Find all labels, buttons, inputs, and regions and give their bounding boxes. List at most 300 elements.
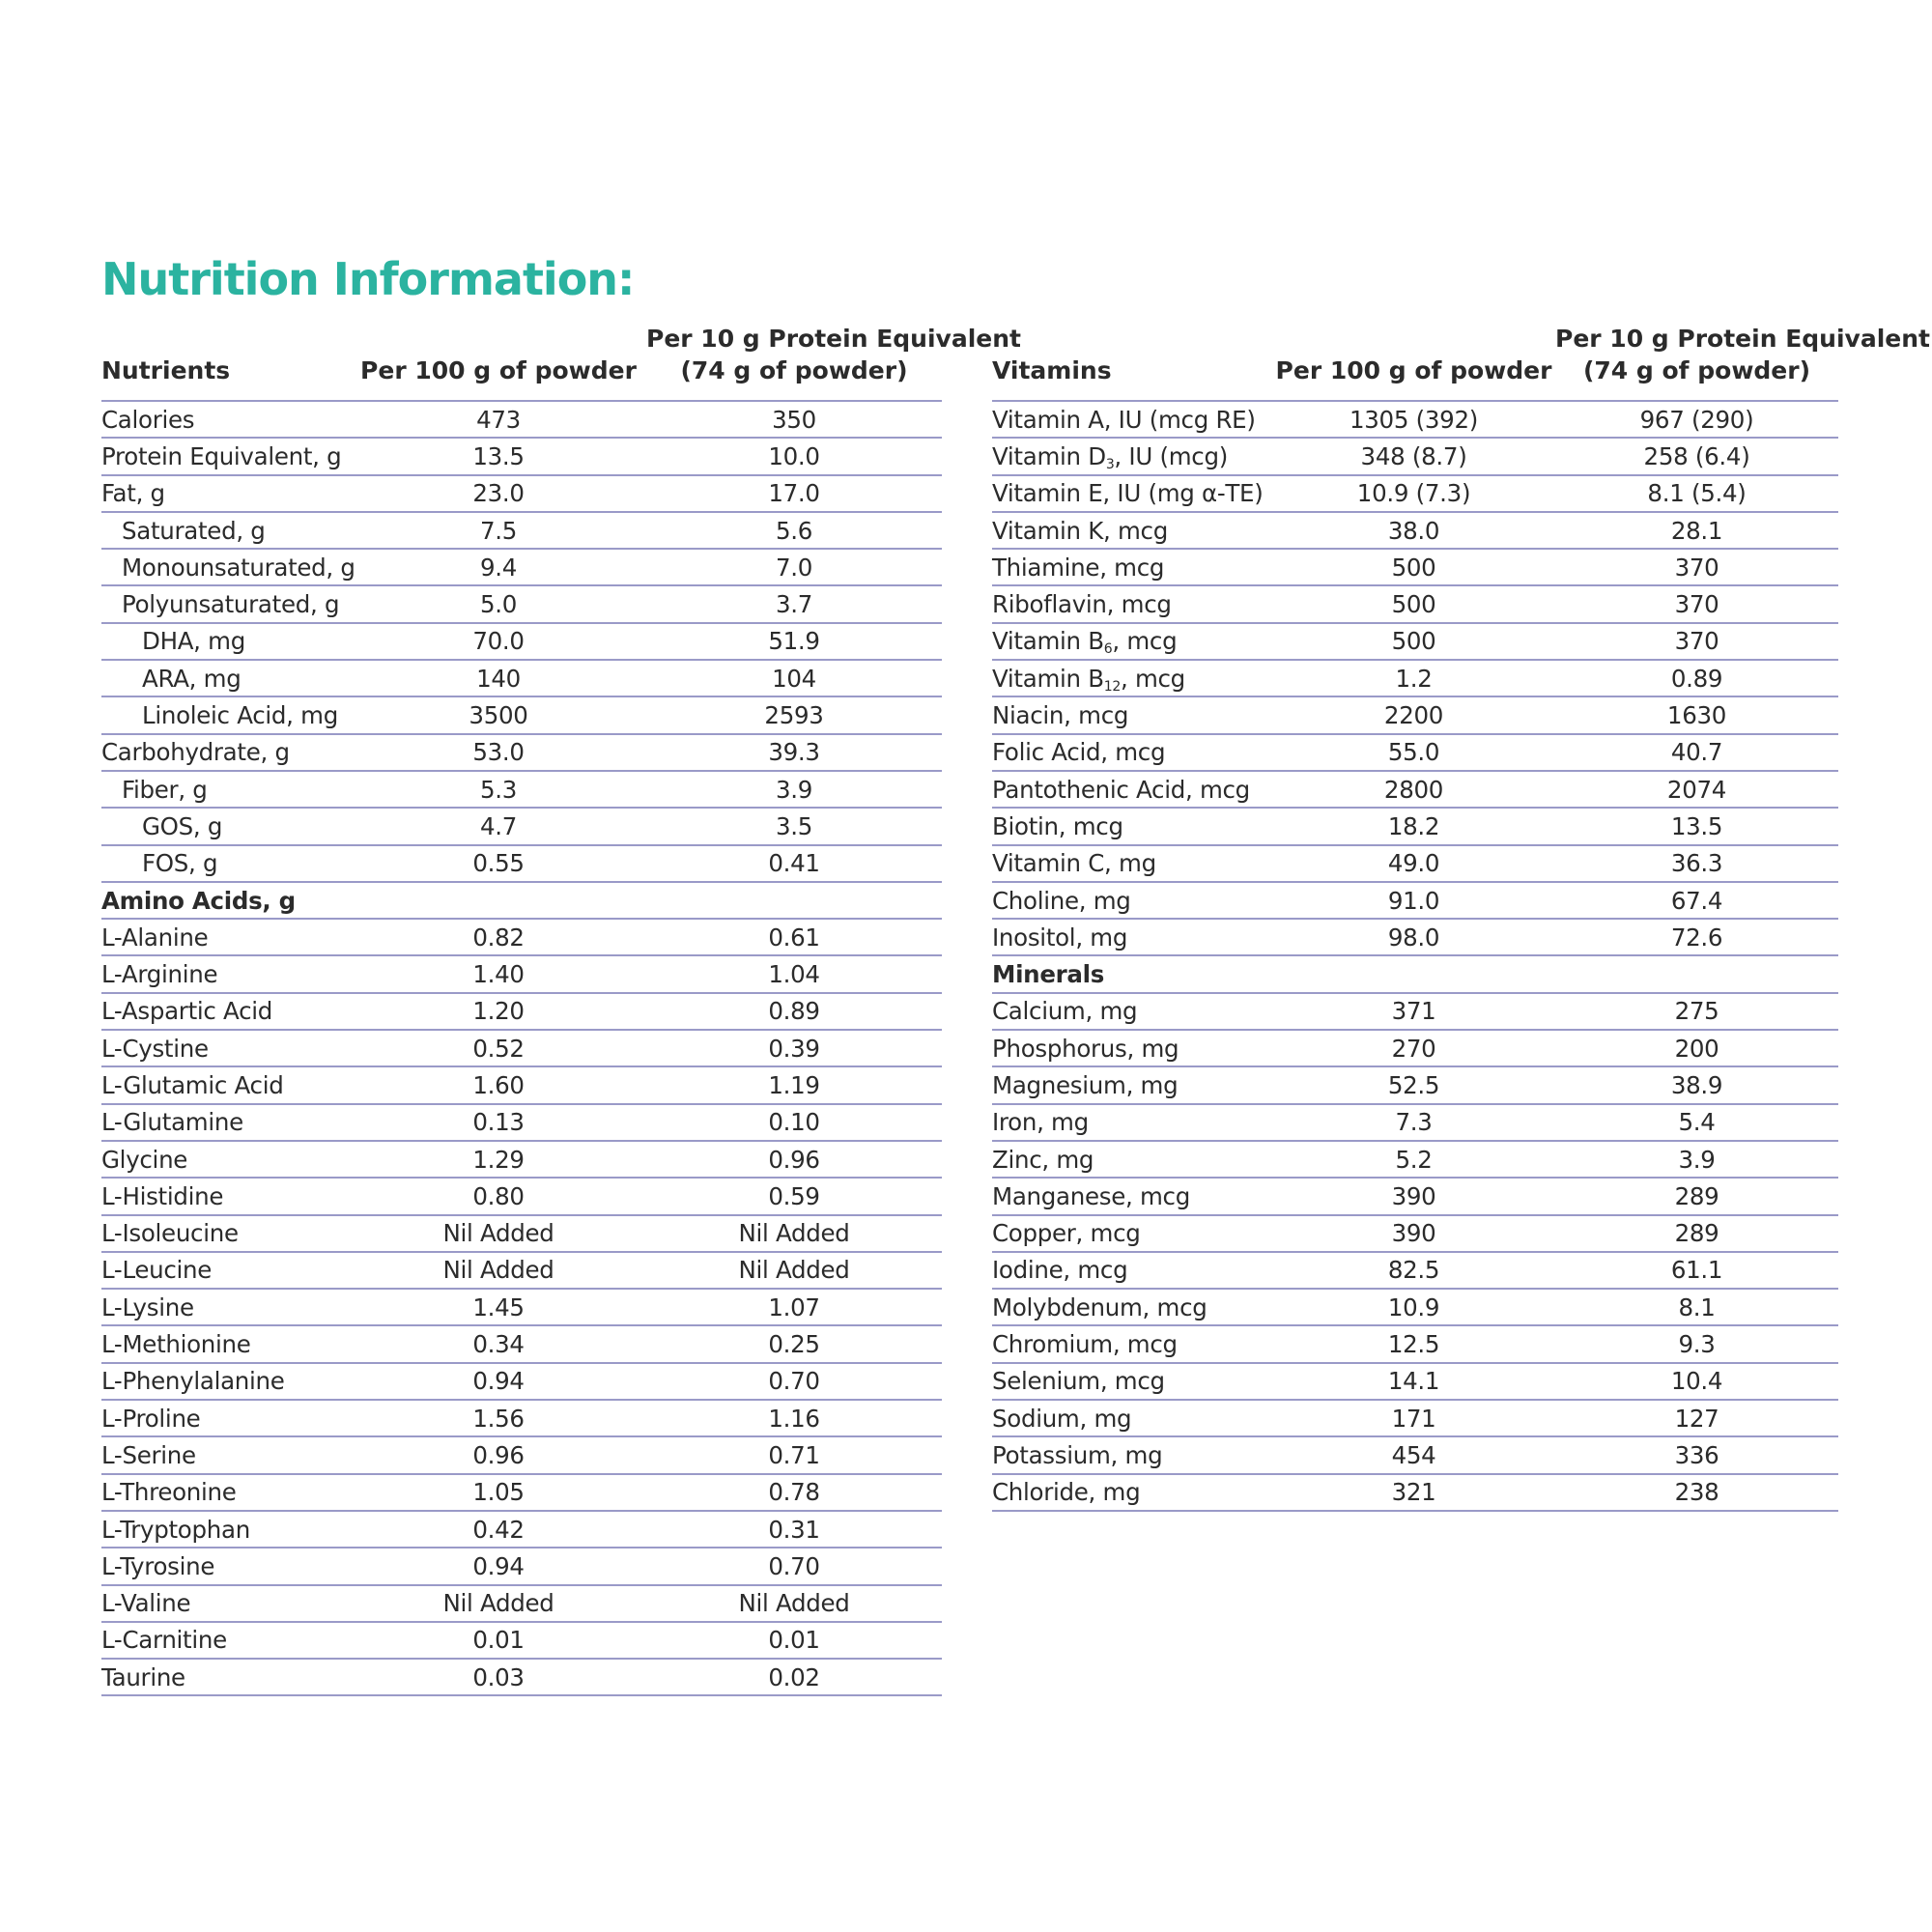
nutrients-row: [101, 660, 942, 696]
nutrient-name: [101, 882, 351, 919]
nutrient-name: [992, 1325, 1272, 1362]
value-per-100g: 5.2: [1395, 1145, 1433, 1174]
nutrient-name: [992, 808, 1272, 844]
nutrient-name: [101, 623, 351, 660]
nutrients-header-name: Nutrients: [101, 356, 231, 384]
nutrient-label: L-Leucine: [101, 1256, 213, 1285]
value-per-10g-pe: 72.6: [1670, 923, 1723, 952]
nutrients-row: [101, 401, 942, 438]
value-per-100g: 0.80: [472, 1181, 525, 1210]
vitamins-row: [992, 1252, 1838, 1289]
nutrient-label: L-Tyrosine: [101, 1551, 215, 1580]
vitamins-row: [992, 623, 1838, 660]
nutrient-name: [992, 1030, 1272, 1066]
nutrient-name: [992, 623, 1272, 660]
nutrient-name: [101, 771, 351, 808]
nutrient-name: [992, 585, 1272, 622]
nutrients-row: [101, 1104, 942, 1141]
nutrients-table: [101, 303, 1021, 1696]
value-per-100g: 0.55: [472, 849, 525, 878]
value-per-100g: 7.3: [1395, 1108, 1433, 1137]
value-per-100g: 10.9: [1387, 1293, 1440, 1321]
value-per-100g: 1305 (392): [1349, 405, 1479, 434]
nutrient-name: [101, 1030, 351, 1066]
nutrient-name: [101, 734, 351, 771]
nutrients-row: [101, 475, 942, 512]
vitamins-row: [992, 955, 1838, 992]
nutrients-row: [101, 1030, 942, 1066]
vitamins-row: [992, 993, 1838, 1030]
nutrient-name: [101, 1104, 351, 1141]
nutrient-name: [101, 1474, 351, 1511]
nutrients-row: [101, 1066, 942, 1103]
nutrient-name: [101, 1548, 351, 1584]
value-per-100g: 390: [1391, 1219, 1436, 1248]
nutrient-name: [992, 1289, 1272, 1325]
value-per-100g: 52.5: [1387, 1070, 1440, 1099]
value-per-100g: [1272, 955, 1555, 992]
nutrient-label: Minerals: [992, 960, 1105, 989]
vitamins-row: [992, 734, 1838, 771]
value-per-100g: Nil Added: [442, 1256, 554, 1285]
nutrient-label: Iron, mg: [992, 1108, 1089, 1137]
value-per-100g: 1.60: [472, 1070, 525, 1099]
value-per-10g-pe: 3.5: [775, 811, 813, 840]
value-per-100g: 5.3: [479, 775, 518, 804]
value-per-100g: 1.20: [472, 997, 525, 1026]
value-per-10g-pe: 10.4: [1670, 1367, 1723, 1396]
nutrients-row: [101, 993, 942, 1030]
nutrient-label: Polyunsaturated, g: [122, 590, 340, 619]
nutrients-row: [101, 808, 942, 844]
nutrient-name: [101, 1622, 351, 1659]
value-per-10g-pe: 51.9: [768, 627, 820, 656]
value-per-10g-pe: 67.4: [1670, 886, 1723, 915]
nutrient-label: FOS, g: [142, 849, 218, 878]
nutrient-label: Riboflavin, mcg: [992, 590, 1172, 619]
vitamins-row: [992, 771, 1838, 808]
value-per-100g: 348 (8.7): [1360, 441, 1467, 470]
nutrient-name: [101, 1659, 351, 1695]
value-per-100g: 91.0: [1387, 886, 1440, 915]
nutrient-name: [992, 845, 1272, 882]
nutrients-row: [101, 1363, 942, 1400]
nutrient-label: L-Valine: [101, 1589, 191, 1618]
nutrient-label: GOS, g: [142, 811, 223, 840]
value-per-100g: 1.2: [1395, 664, 1433, 693]
nutrient-name: [101, 1363, 351, 1400]
nutrient-label: L-Phenylalanine: [101, 1367, 285, 1396]
nutrients-row: [101, 1622, 942, 1659]
value-per-100g: 371: [1391, 997, 1436, 1026]
vitamins-row: [992, 1215, 1838, 1252]
vitamins-row: [992, 1104, 1838, 1141]
nutrient-label: L-Alanine: [101, 923, 209, 952]
nutrient-name: [992, 993, 1272, 1030]
value-per-10g-pe: 336: [1674, 1440, 1719, 1469]
value-per-10g-pe: 3.7: [775, 590, 813, 619]
value-per-100g: 500: [1391, 627, 1436, 656]
value-per-100g: 1.29: [472, 1145, 525, 1174]
value-per-10g-pe: 28.1: [1670, 516, 1723, 545]
nutrients-row: [101, 1252, 942, 1289]
nutrient-name: [101, 401, 351, 438]
value-per-10g-pe: 127: [1674, 1404, 1719, 1433]
nutrient-label: Choline, mg: [992, 886, 1131, 915]
vitamins-row: [992, 438, 1838, 474]
nutrient-subscript: 6: [1103, 641, 1113, 658]
nutrients-row: [101, 1659, 942, 1695]
nutrient-label: L-Isoleucine: [101, 1219, 239, 1248]
nutrient-name: [992, 696, 1272, 733]
nutrient-name: [992, 1066, 1272, 1103]
value-per-10g-pe: 289: [1674, 1219, 1719, 1248]
nutrient-name: [992, 475, 1272, 512]
nutrient-name: [101, 512, 351, 549]
value-per-10g-pe: 7.0: [775, 553, 813, 582]
nutrient-label: Vitamin B: [992, 627, 1104, 656]
nutrients-row: [101, 771, 942, 808]
nutrient-label: L-Arginine: [101, 960, 218, 989]
nutrients-header-row: [101, 303, 942, 401]
value-per-10g-pe: Nil Added: [738, 1256, 850, 1285]
nutrients-row: [101, 1178, 942, 1214]
value-per-100g: 12.5: [1387, 1330, 1440, 1359]
nutrient-name: [992, 549, 1272, 585]
value-per-10g-pe: 258 (6.4): [1643, 441, 1750, 470]
vitamins-row: [992, 1289, 1838, 1325]
value-per-100g: 1.56: [472, 1404, 525, 1433]
nutrient-name: [992, 1141, 1272, 1178]
value-per-10g-pe: 200: [1674, 1034, 1719, 1063]
value-per-100g: 500: [1391, 590, 1436, 619]
nutrient-label: ARA, mg: [142, 664, 242, 693]
vitamins-row: [992, 1436, 1838, 1473]
nutrient-label: Niacin, mcg: [992, 701, 1129, 730]
nutrient-name: [992, 1215, 1272, 1252]
value-per-10g-pe: 370: [1674, 553, 1719, 582]
value-per-10g-pe: 40.7: [1670, 738, 1723, 767]
value-per-10g-pe: 2593: [764, 701, 824, 730]
value-per-10g-pe: 967 (290): [1639, 405, 1754, 434]
value-per-100g: 1.40: [472, 960, 525, 989]
value-per-10g-pe: 0.61: [768, 923, 820, 952]
value-per-100g: 14.1: [1387, 1367, 1440, 1396]
nutrient-unit: , IU (mcg): [1114, 441, 1228, 470]
nutrient-name: [101, 1436, 351, 1473]
value-per-100g: 49.0: [1387, 849, 1440, 878]
nutrients-row: [101, 696, 942, 733]
nutrient-label: Vitamin C, mg: [992, 849, 1156, 878]
nutrient-name: [992, 1400, 1272, 1436]
nutrient-label: L-Histidine: [101, 1181, 224, 1210]
value-per-10g-pe: 9.3: [1678, 1330, 1716, 1359]
vitamins-row: [992, 845, 1838, 882]
value-per-10g-pe: 0.39: [768, 1034, 820, 1063]
value-per-10g-pe: 38.9: [1670, 1070, 1723, 1099]
vitamins-header-name: Vitamins: [992, 356, 1112, 384]
value-per-100g: 140: [476, 664, 521, 693]
value-per-10g-pe: 104: [772, 664, 816, 693]
nutrient-name: [992, 401, 1272, 438]
nutrients-row: [101, 549, 942, 585]
nutrient-label: Biotin, mcg: [992, 811, 1123, 840]
nutrient-label: Copper, mcg: [992, 1219, 1141, 1248]
nutrient-label: L-Aspartic Acid: [101, 997, 273, 1026]
value-per-100g: 82.5: [1387, 1256, 1440, 1285]
vitamins-row: [992, 660, 1838, 696]
nutrient-label: Molybdenum, mcg: [992, 1293, 1208, 1321]
nutrient-name: [101, 1400, 351, 1436]
value-per-100g: 55.0: [1387, 738, 1440, 767]
value-per-100g: 5.0: [479, 590, 518, 619]
nutrients-row: [101, 1511, 942, 1548]
nutrient-name: [101, 845, 351, 882]
nutrient-name: [101, 1325, 351, 1362]
value-per-10g-pe: 8.1 (5.4): [1647, 479, 1747, 508]
nutrient-label: Glycine: [101, 1145, 188, 1174]
nutrient-label: Calcium, mg: [992, 997, 1138, 1026]
value-per-100g: 0.01: [472, 1626, 525, 1655]
nutrient-name: [992, 1178, 1272, 1214]
vitamins-row: [992, 1030, 1838, 1066]
value-per-10g-pe: Nil Added: [738, 1219, 850, 1248]
value-per-100g: Nil Added: [442, 1589, 554, 1618]
value-per-10g-pe: 0.96: [768, 1145, 820, 1174]
nutrient-label: Vitamin E, IU (mg α-TE): [992, 479, 1264, 508]
nutrient-label: DHA, mg: [142, 627, 245, 656]
nutrient-name: [101, 1178, 351, 1214]
value-per-10g-pe: 3.9: [1678, 1145, 1716, 1174]
nutrient-label: Chloride, mg: [992, 1478, 1141, 1507]
page-title: Nutrition Information:: [101, 253, 635, 305]
value-per-100g: 0.96: [472, 1440, 525, 1469]
nutrient-unit: , mcg: [1120, 664, 1185, 693]
nutrient-label: L-Carnitine: [101, 1626, 227, 1655]
value-per-10g-pe: 1630: [1666, 701, 1727, 730]
value-per-10g-pe: [1555, 955, 1838, 992]
vitamins-row: [992, 1474, 1838, 1511]
value-per-10g-pe: 370: [1674, 627, 1719, 656]
nutrient-name: [101, 808, 351, 844]
value-per-10g-pe: 36.3: [1670, 849, 1723, 878]
nutrient-name: [101, 1511, 351, 1548]
value-per-10g-pe: 8.1: [1678, 1293, 1716, 1321]
nutrients-row: [101, 1325, 942, 1362]
value-per-100g: [351, 882, 646, 919]
value-per-10g-pe: 10.0: [768, 441, 820, 470]
vitamins-header-per-100g: Per 100 g of powder: [1275, 356, 1552, 384]
nutrients-row: [101, 1585, 942, 1622]
nutrient-name: [101, 1585, 351, 1622]
nutrients-row: [101, 1474, 942, 1511]
nutrient-label: Manganese, mcg: [992, 1181, 1190, 1210]
value-per-10g-pe: 1.04: [768, 960, 820, 989]
vitamins-row: [992, 882, 1838, 919]
value-per-100g: 1.45: [472, 1293, 525, 1321]
value-per-100g: 1.05: [472, 1478, 525, 1507]
value-per-10g-pe: Nil Added: [738, 1589, 850, 1618]
value-per-100g: 0.82: [472, 923, 525, 952]
value-per-10g-pe: 0.31: [768, 1515, 820, 1544]
value-per-100g: 0.13: [472, 1108, 525, 1137]
nutrient-label: Chromium, mcg: [992, 1330, 1178, 1359]
vitamins-row: [992, 1400, 1838, 1436]
nutrient-name: [992, 438, 1272, 474]
nutrients-row: [101, 734, 942, 771]
value-per-100g: 13.5: [472, 441, 525, 470]
nutrients-row: [101, 438, 942, 474]
nutrient-label: L-Lysine: [101, 1293, 194, 1321]
value-per-10g-pe: 0.71: [768, 1440, 820, 1469]
value-per-100g: 0.03: [472, 1662, 525, 1691]
nutrients-row: [101, 845, 942, 882]
value-per-100g: 473: [476, 405, 521, 434]
nutrient-label: L-Methionine: [101, 1330, 251, 1359]
value-per-100g: 0.42: [472, 1515, 525, 1544]
nutrients-table-body: [101, 401, 942, 1695]
nutrients-header-per-10g-pe-line2: (74 g of powder): [680, 356, 908, 384]
value-per-10g-pe: 289: [1674, 1181, 1719, 1210]
vitamins-row: [992, 549, 1838, 585]
nutrients-row: [101, 585, 942, 622]
value-per-10g-pe: 17.0: [768, 479, 820, 508]
value-per-10g-pe: 0.70: [768, 1551, 820, 1580]
vitamins-row: [992, 1178, 1838, 1214]
nutrients-row: [101, 1436, 942, 1473]
nutrient-name: [101, 1066, 351, 1103]
nutrient-label: Taurine: [101, 1662, 185, 1691]
value-per-10g-pe: 61.1: [1670, 1256, 1723, 1285]
nutrient-label: L-Glutamic Acid: [101, 1070, 284, 1099]
value-per-100g: 454: [1391, 1440, 1436, 1469]
nutrient-name: [101, 660, 351, 696]
value-per-100g: 3500: [469, 701, 528, 730]
value-per-100g: 38.0: [1387, 516, 1440, 545]
value-per-100g: 23.0: [472, 479, 525, 508]
nutrient-name: [101, 585, 351, 622]
nutrient-label: Folic Acid, mcg: [992, 738, 1166, 767]
nutrient-label: Carbohydrate, g: [101, 738, 290, 767]
nutrient-name: [101, 919, 351, 955]
nutrient-name: [992, 1104, 1272, 1141]
value-per-100g: 270: [1391, 1034, 1436, 1063]
nutrient-label: Vitamin K, mcg: [992, 516, 1168, 545]
value-per-10g-pe: 0.25: [768, 1330, 820, 1359]
nutrient-label: Thiamine, mcg: [992, 553, 1165, 582]
nutrient-name: [101, 438, 351, 474]
vitamins-row: [992, 808, 1838, 844]
nutrient-label: L-Threonine: [101, 1478, 237, 1507]
nutrients-row: [101, 1141, 942, 1178]
nutrient-label: Amino Acids, g: [101, 886, 296, 915]
nutrient-label: Pantothenic Acid, mcg: [992, 775, 1250, 804]
value-per-10g-pe: 0.89: [768, 997, 820, 1026]
nutrient-subscript: 3: [1105, 456, 1115, 472]
nutrient-label: Potassium, mg: [992, 1440, 1163, 1469]
nutrient-label: L-Serine: [101, 1440, 196, 1469]
nutrient-name: [992, 660, 1272, 696]
nutrient-name: [101, 1252, 351, 1289]
value-per-10g-pe: 0.02: [768, 1662, 820, 1691]
nutrient-label: Sodium, mg: [992, 1404, 1132, 1433]
nutrient-name: [992, 919, 1272, 955]
vitamins-row: [992, 401, 1838, 438]
value-per-10g-pe: 0.10: [768, 1108, 820, 1137]
nutrient-name: [992, 1252, 1272, 1289]
value-per-100g: 70.0: [472, 627, 525, 656]
value-per-10g-pe: 0.41: [768, 849, 820, 878]
value-per-100g: 0.34: [472, 1330, 525, 1359]
vitamins-header-per-10g-pe: [1555, 303, 1930, 401]
nutrient-name: [992, 512, 1272, 549]
nutrient-label: Saturated, g: [122, 516, 266, 545]
nutrient-label: Iodine, mcg: [992, 1256, 1128, 1285]
nutrients-header-per-10g-pe: [646, 303, 1021, 401]
vitamins-header-row: [992, 303, 1838, 401]
value-per-100g: 53.0: [472, 738, 525, 767]
nutrient-label: Fiber, g: [122, 775, 208, 804]
nutrients-header-per-10g-pe-line1: Per 10 g Protein Equivalent: [646, 325, 1021, 353]
value-per-100g: 4.7: [479, 811, 518, 840]
nutrient-name: [992, 882, 1272, 919]
nutrients-row: [101, 623, 942, 660]
nutrient-label: Linoleic Acid, mg: [142, 701, 338, 730]
nutrient-label: Calories: [101, 405, 195, 434]
value-per-100g: 9.4: [479, 553, 518, 582]
value-per-10g-pe: 2074: [1666, 775, 1727, 804]
vitamins-row: [992, 475, 1838, 512]
nutrients-header-per-100g: Per 100 g of powder: [360, 356, 637, 384]
value-per-10g-pe: 0.59: [768, 1181, 820, 1210]
nutrient-name: [101, 475, 351, 512]
vitamins-row: [992, 1363, 1838, 1400]
nutrients-row: [101, 955, 942, 992]
vitamins-table: [992, 303, 1930, 1512]
nutrient-unit: , mcg: [1112, 627, 1178, 656]
value-per-10g-pe: 13.5: [1670, 811, 1723, 840]
vitamins-panel: [992, 303, 1930, 1512]
nutrients-row: [101, 1548, 942, 1584]
nutrient-label: Vitamin B: [992, 664, 1104, 693]
nutrient-name: [101, 1215, 351, 1252]
value-per-10g-pe: 350: [772, 405, 816, 434]
vitamins-row: [992, 585, 1838, 622]
value-per-10g-pe: 0.70: [768, 1367, 820, 1396]
nutrient-label: Inositol, mg: [992, 923, 1128, 952]
nutrient-label: L-Glutamine: [101, 1108, 243, 1137]
nutrient-label: L-Tryptophan: [101, 1515, 250, 1544]
nutrient-label: L-Cystine: [101, 1034, 209, 1063]
nutrient-name: [992, 1436, 1272, 1473]
value-per-10g-pe: 370: [1674, 590, 1719, 619]
value-per-10g-pe: 0.89: [1670, 664, 1723, 693]
nutrient-name: [992, 771, 1272, 808]
nutrients-row: [101, 1289, 942, 1325]
nutrient-label: Magnesium, mg: [992, 1070, 1179, 1099]
vitamins-row: [992, 1141, 1838, 1178]
nutrient-label: Fat, g: [101, 479, 165, 508]
value-per-10g-pe: [646, 882, 942, 919]
nutrient-subscript: 12: [1103, 678, 1121, 695]
vitamins-header-per-10g-pe-line1: Per 10 g Protein Equivalent: [1555, 325, 1930, 353]
nutrient-name: [101, 1141, 351, 1178]
vitamins-table-body: [992, 401, 1838, 1511]
value-per-100g: 7.5: [479, 516, 518, 545]
value-per-100g: 0.94: [472, 1551, 525, 1580]
nutrient-label: Selenium, mcg: [992, 1367, 1165, 1396]
value-per-10g-pe: 39.3: [768, 738, 820, 767]
